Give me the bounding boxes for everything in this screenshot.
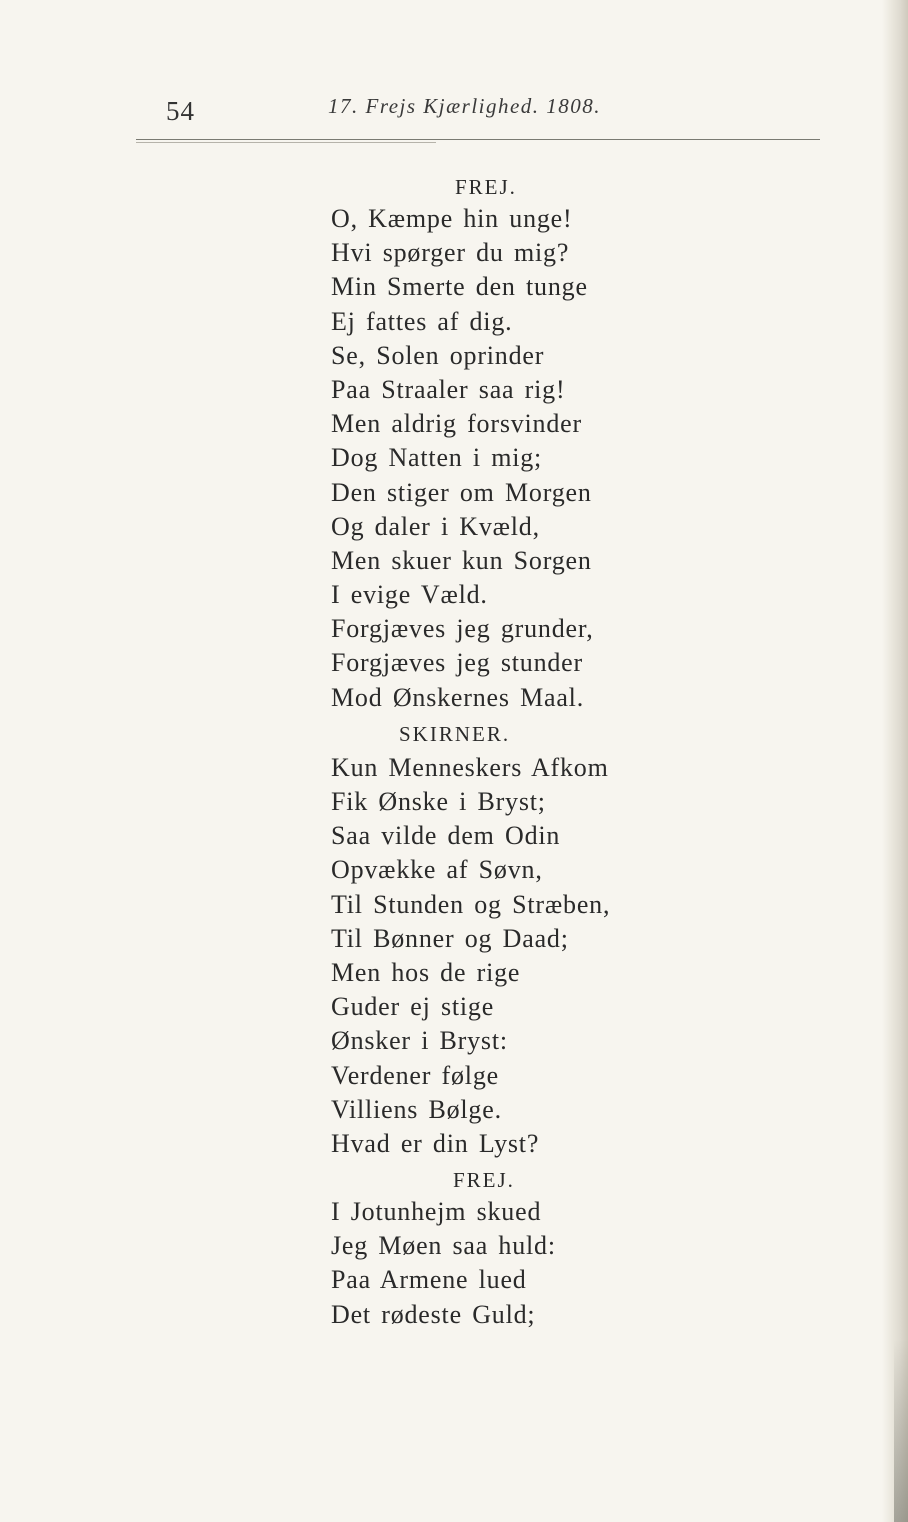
- poem-body: [331, 172, 691, 1332]
- verse-line: Men aldrig forsvinder: [331, 409, 582, 439]
- page-header: [0, 92, 908, 132]
- stanza: [331, 1195, 691, 1332]
- verse-line: Til Stunden og Stræben,: [331, 889, 611, 919]
- page-edge-stain: [894, 1340, 908, 1522]
- verse-line: Det rødeste Guld;: [331, 1299, 536, 1329]
- header-rule-shadow: [136, 142, 436, 143]
- verse-line: Forgjæves jeg stunder: [331, 648, 583, 678]
- verse-line: Villiens Bølge.: [331, 1094, 502, 1124]
- verse-line: Guder ej stige: [331, 992, 495, 1022]
- verse-line: Se, Solen oprinder: [331, 340, 545, 370]
- verse-line: I evige Væld.: [331, 580, 488, 610]
- verse-line: Opvække af Søvn,: [331, 855, 543, 885]
- speaker-heading: FREJ.: [453, 1168, 515, 1193]
- verse-line: Ønsker i Bryst:: [331, 1026, 508, 1056]
- verse-line: Ej fattes af dig.: [331, 306, 513, 336]
- verse-line: Forgjæves jeg grunder,: [331, 614, 594, 644]
- stanza: [331, 202, 691, 715]
- verse-line: Dog Natten i mig;: [331, 443, 543, 473]
- running-head: 17. Frejs Kjærlighed. 1808.: [328, 94, 602, 118]
- verse-line: Den stiger om Morgen: [331, 477, 592, 507]
- verse-line: Hvad er din Lyst?: [331, 1128, 540, 1158]
- verse-line: Mod Ønskernes Maal.: [331, 682, 584, 712]
- speaker-heading: SKIRNER.: [399, 721, 511, 746]
- verse-line: Paa Armene lued: [331, 1265, 527, 1295]
- verse-line: O, Kæmpe hin unge!: [331, 204, 573, 233]
- verse-line: Men skuer kun Sorgen: [331, 545, 592, 575]
- speaker-heading: FREJ.: [455, 175, 517, 199]
- verse-line: Verdener følge: [331, 1060, 499, 1090]
- page-edge-shadow: [882, 0, 908, 1522]
- verse-line: Fik Ønske i Bryst;: [331, 787, 546, 816]
- verse-line: Til Bønner og Daad;: [331, 923, 569, 953]
- verse-line: Hvi spørger du mig?: [331, 238, 570, 268]
- stanza: [331, 751, 691, 1161]
- verse-line: Og daler i Kvæld,: [331, 511, 540, 541]
- verse-line: Jeg Møen saa huld:: [331, 1231, 556, 1261]
- verse-line: Kun Menneskers Afkom: [331, 752, 609, 782]
- verse-line: I Jotunhejm skued: [331, 1197, 542, 1227]
- verse-line: Men hos de rige: [331, 957, 521, 987]
- verse-line: Min Smerte den tunge: [331, 272, 588, 302]
- verse-line: Saa vilde dem Odin: [331, 821, 561, 851]
- header-rule: [136, 139, 820, 140]
- page-number: 54: [166, 96, 195, 126]
- verse-line: Paa Straaler saa rig!: [331, 374, 566, 404]
